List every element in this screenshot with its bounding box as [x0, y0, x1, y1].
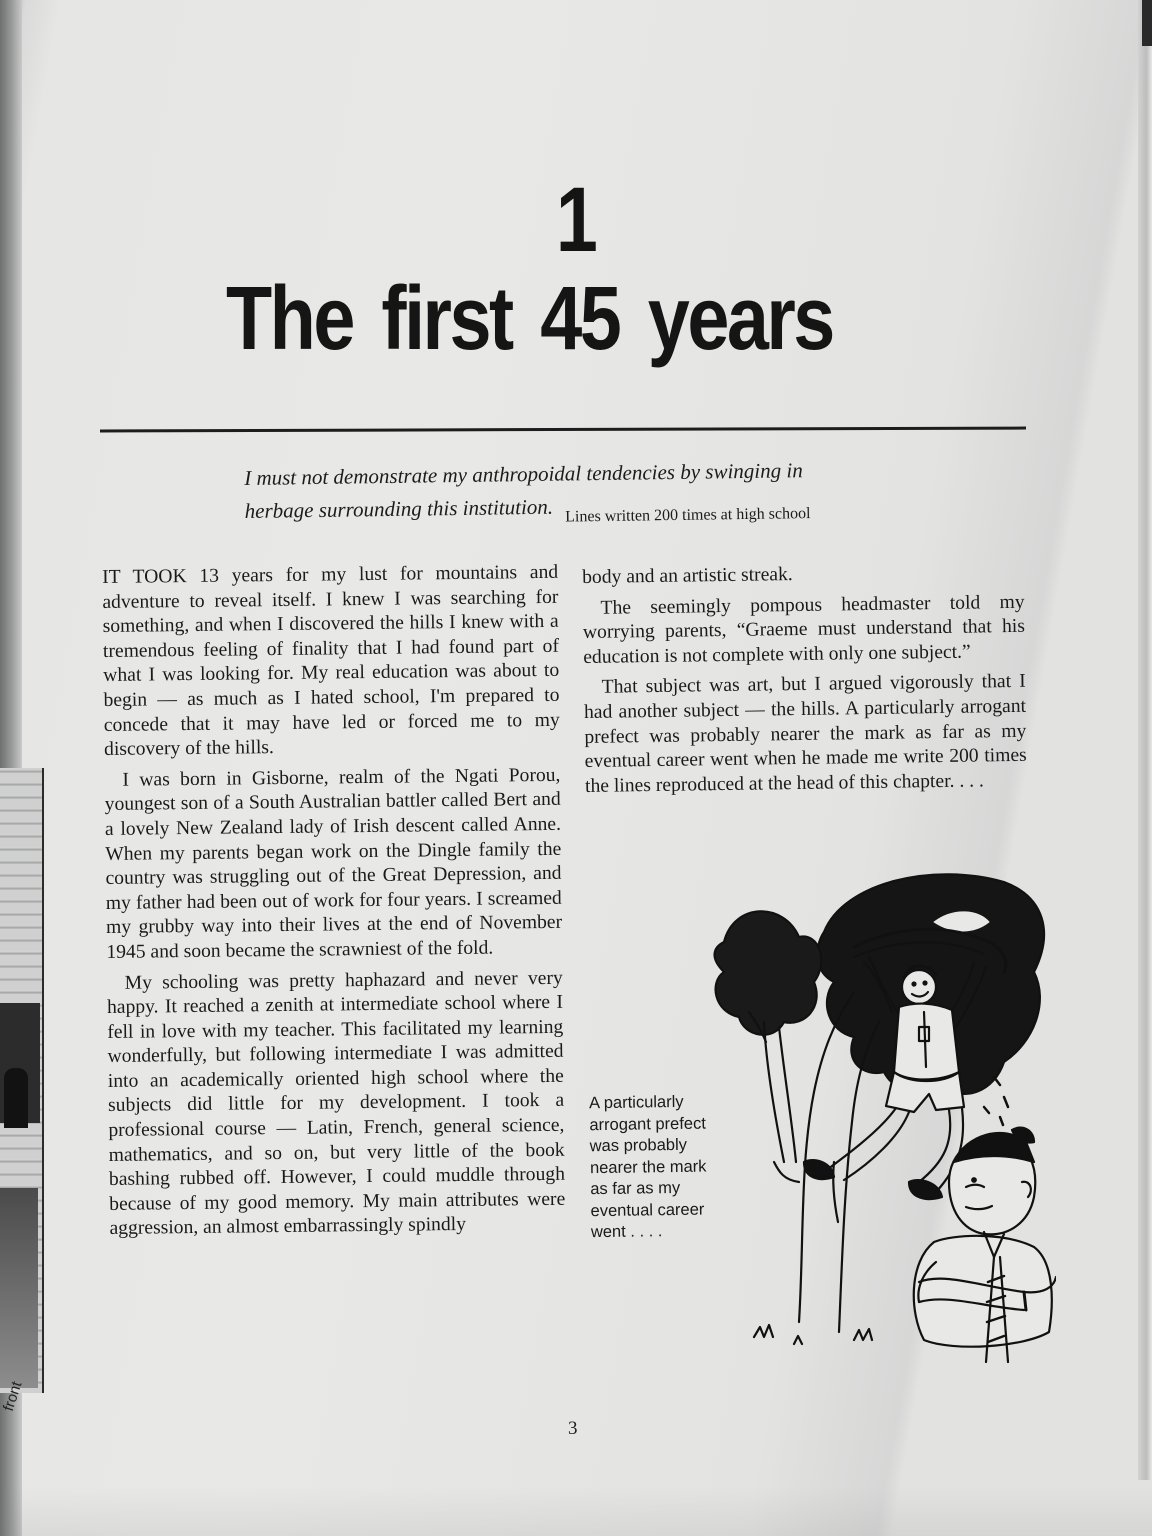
caption-line: arrogant prefect [589, 1114, 706, 1134]
page-shadow [0, 1486, 1152, 1536]
epigraph [244, 452, 945, 530]
body-paragraph: body and an artistic streak. [582, 564, 793, 588]
facing-page-caption-fragment: front [0, 1379, 26, 1414]
page-edge-right [1138, 0, 1152, 1480]
chapter-title: The first 45 years [226, 269, 833, 369]
caption-line: went . . . . [590, 1222, 663, 1242]
epigraph-line-2: herbage surrounding this institution. [244, 494, 554, 523]
title-rule [100, 427, 1026, 433]
caption-line: was probably [589, 1135, 688, 1156]
cartoon-illustration [704, 862, 1056, 1370]
caption-line: A particularly [588, 1092, 684, 1113]
body-column-left [102, 561, 566, 1242]
page-number: 3 [568, 1418, 578, 1439]
body-paragraph: That subject was art, but I argued vigorously that I had another subject — the hills. A particularly arrogant prefect was probably nearer the mark as far as my eventual career went when he made me write 200 times the lines reproduced at the head of this chapter. . . . [583, 671, 1027, 797]
caption-line: eventual career [590, 1200, 705, 1220]
body-paragraph: IT TOOK 13 years for my lust for mountains and adventure to reveal itself. I knew I was searching for something, and when I discovered the hills I knew with a tremendous feeling of finality that I had found part of what I was looking for. My real education was about to begin — as much as I hated school, I'm prepared to concede that it may have led or forced me to my discovery of the hills. [102, 561, 560, 761]
body-paragraph: The seemingly pompous headmaster told my worrying parents, “Graeme must understand that his education is not complete with only one subject.” [582, 591, 1026, 668]
body-paragraph: My schooling was pretty haphazard and never very happy. It reached a zenith at intermediate school where I fell in love with my teacher. This facilitated my learning wonderfully, but following intermediate I was admitted into an academically oriented high school where the subjects did little for my development. I took a professional course — Latin, French, general science, mathematics, and so on, but very little of the book bashing rubbed off. However, I could muddle through because of my good memory. My main attributes were aggression, an almost embarrassingly spindly [106, 967, 566, 1240]
chapter-number: 1 [555, 169, 597, 271]
caption-line: as far as my [590, 1178, 681, 1199]
facing-page-photo [0, 768, 44, 1393]
body-paragraph: I was born in Gisborne, realm of the Ngati Porou, youngest son of a South Australian battler called Bert and a lovely New Zealand lady of Irish descent called Anne. When my parents began work on the Dingle family the country was struggling out of the Great Depression, and my father had been out of work for four years. I screamed my grubby way into their lives at the end of November 1945 and soon became the scrawniest of the fold. [104, 764, 563, 963]
body-column-right [582, 560, 1027, 799]
epigraph-line-1: I must not demonstrate my anthropoidal tendencies by swinging in [244, 458, 803, 490]
caption-line: nearer the mark [589, 1157, 707, 1177]
epigraph-attribution: Lines written 200 times at high school [565, 505, 811, 526]
